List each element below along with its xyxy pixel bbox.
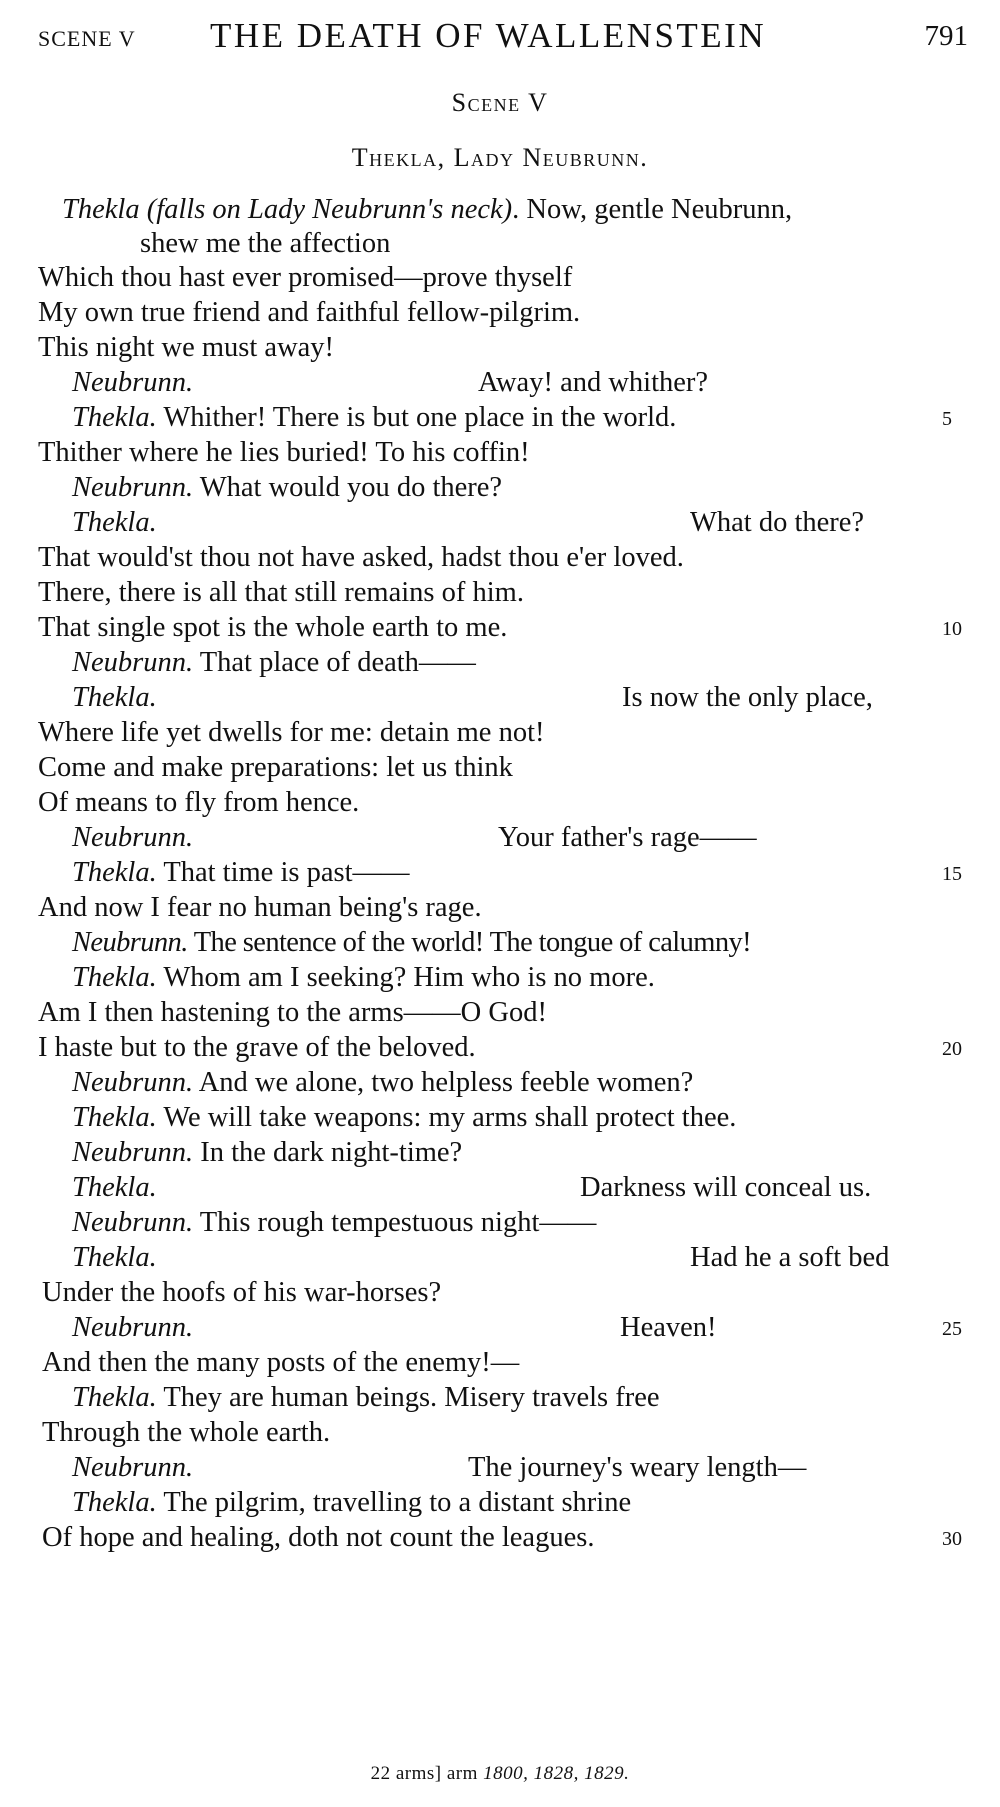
verse-line [0,437,1000,477]
line-text: Am I then hastening to the arms——O God! [38,997,547,1028]
page-number: 791 [924,20,968,52]
verse-line [0,997,1000,1037]
verse-line [0,542,1000,582]
line-text: And we alone, two helpless feeble women? [198,1067,694,1098]
speaker-name: Neubrunn. [72,647,194,678]
line-number: 10 [942,618,962,640]
verse-line [0,717,1000,757]
line-text: I haste but to the grave of the beloved. [38,1032,476,1063]
speaker-name: Thekla. [72,962,157,993]
verse-line [0,787,1000,827]
verse-line [0,892,1000,932]
line-text: This rough tempestuous night—— [199,1207,597,1238]
speaker-name: Thekla. [72,1382,157,1413]
line-text: Now, gentle Neubrunn, [526,194,793,225]
line-number: 25 [942,1318,962,1340]
line-text: Your father's rage—— [498,822,757,853]
verse-line [0,1102,1000,1142]
verse-line [0,577,1000,617]
line-text: The sentence of the world! The tongue of calumny! [193,927,752,958]
line-text: Heaven! [620,1312,717,1343]
running-head-title: THE DEATH OF WALLENSTEIN [210,16,767,55]
speaker-name: Thekla. [72,507,157,538]
speaker-name: Neubrunn. [72,1452,194,1483]
running-head-scene: SCENE V [38,26,136,51]
line-text: Had he a soft bed [690,1242,890,1273]
speaker-name: Neubrunn. [72,822,194,853]
verse-line [0,367,1000,407]
verse-line [0,1207,1000,1247]
verse-line [0,752,1000,792]
speaker-name: Thekla. [72,402,157,433]
verse-line [0,297,1000,337]
line-text: And now I fear no human being's rage. [38,892,482,923]
scene-heading: Scene V [451,88,549,117]
verse-line [0,402,1000,442]
line-text: In the dark night-time? [200,1137,463,1168]
verse-line [0,1347,1000,1387]
line-text: There, there is all that still remains of him. [38,577,524,608]
line-text: Whither! There is but one place in the world. [163,402,677,433]
speaker-name: Neubrunn. [72,472,194,503]
verse-line [0,962,1000,1002]
line-text: That time is past—— [163,857,410,888]
speaker-name: Thekla. [72,1172,157,1203]
line-text: What would you do there? [199,472,503,503]
line-text: Under the hoofs of his war-horses? [42,1277,442,1308]
verse-line [0,1067,1000,1107]
line-number: 15 [942,863,962,885]
line-text: Of means to fly from hence. [38,787,360,818]
line-text: Through the whole earth. [42,1417,331,1448]
verse-line [0,1172,1000,1212]
verse-line [0,262,1000,302]
footnote-editions: 1800, 1828, 1829. [483,1763,630,1784]
footnote-reference: 22 arms] [370,1763,442,1784]
verse-line [0,1242,1000,1282]
speaker-name: Thekla. [72,682,157,713]
textual-footnote [0,1763,1000,1785]
line-text: The pilgrim, travelling to a distant shrine [163,1487,632,1518]
line-text: This night we must away! [38,332,335,363]
verse-line [0,1137,1000,1177]
line-text: And then the many posts of the enemy!— [42,1347,520,1378]
line-text: Darkness will conceal us. [580,1172,872,1203]
line-text: My own true friend and faithful fellow-pilgrim. [38,297,581,328]
verse-line [0,1417,1000,1457]
speaker-name: Neubrunn. [72,1067,194,1098]
line-text: The journey's weary length— [468,1452,807,1483]
verse-line [0,1487,1000,1527]
speaker-name: Thekla. [72,1487,157,1518]
speaker-name: Thekla. [72,1102,157,1133]
line-text: That would'st thou not have asked, hadst thou e'er loved. [38,542,684,573]
speaker-name: Neubrunn. [72,367,194,398]
line-text: Of hope and healing, doth not count the leagues. [42,1522,595,1553]
line-number: 5 [942,408,952,430]
verse-line [0,1277,1000,1317]
verse-line: Thekla (falls on Lady Neubrunn's neck). Now, gentle Neubrunn, [62,194,793,225]
verse-line [0,612,1000,652]
line-text: Is now the only place, [622,682,873,713]
line-text: Come and make preparations: let us think [38,752,513,783]
verse-line [0,1452,1000,1492]
verse-line [0,927,1000,967]
speaker-name: Neubrunn. [72,1137,194,1168]
speaker-name: Thekla. [72,857,157,888]
verse-line [0,857,1000,897]
speaker-name: Neubrunn. [72,927,188,958]
verse-line [0,647,1000,687]
line-text: Away! and whither? [478,367,709,398]
persons-on-stage: Thekla, Lady Neubrunn. [351,143,649,172]
line-text: Thither where he lies buried! To his coffin! [38,437,530,468]
verse-line [0,822,1000,862]
verse-line [0,1382,1000,1422]
line-text: That place of death—— [199,647,476,678]
line-text: Where life yet dwells for me: detain me not! [38,717,545,748]
line-text: That single spot is the whole earth to me. [38,612,508,643]
line-text: What do there? [690,507,865,538]
footnote-reading: arm [446,1763,478,1784]
line-text: Whom am I seeking? Him who is no more. [163,962,655,993]
verse-line [0,507,1000,547]
line-number: 30 [942,1528,962,1550]
line-text: We will take weapons: my arms shall protect thee. [163,1102,737,1133]
stage-direction: (falls on Lady Neubrunn's neck) [146,194,513,225]
line-number: 20 [942,1038,962,1060]
line-text: Which thou hast ever promised—prove thyself [38,262,573,293]
verse-line [0,1312,1000,1352]
speaker-name: Thekla. [72,1242,157,1273]
verse-line [0,472,1000,512]
verse-line [0,682,1000,722]
speaker-name: Neubrunn. [72,1207,194,1238]
speaker-name: Thekla [62,194,140,225]
speaker-name: Neubrunn. [72,1312,194,1343]
line-text: They are human beings. Misery travels free [163,1382,660,1413]
running-head [38,14,968,64]
verse-line [0,332,1000,372]
verse-line [0,1522,1000,1562]
verse-line [0,1032,1000,1072]
line-text: shew me the affection [140,228,391,259]
